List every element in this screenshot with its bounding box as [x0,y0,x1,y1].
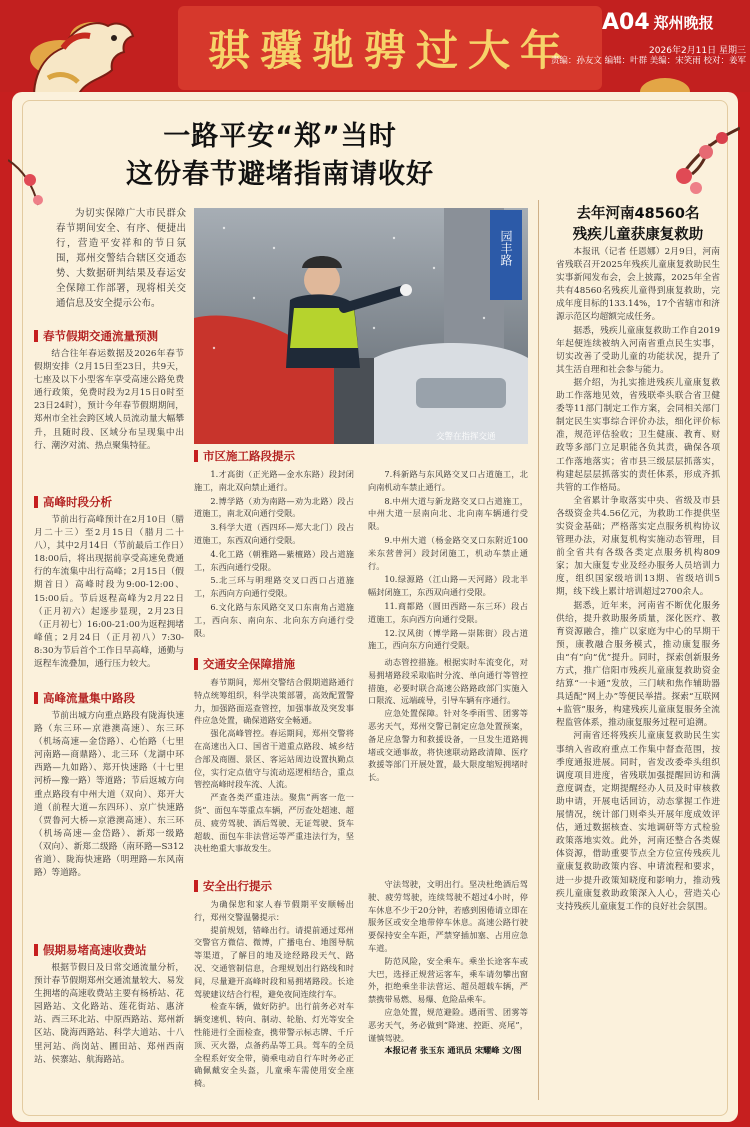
right-headline-line1: 去年河南48560名 [576,206,700,222]
section-paragraph: 为确保您和家人春节假期平安顺畅出行，郑州交警温馨提示： [194,899,354,922]
section-paragraph: 检查车辆，做好防护。出行前务必对车辆变速机、转向、制动、轮胎、灯光等安全性能进行全面检查，携带警示标志牌、千斤顶、灭火器，点备药品等工具。驾车的全员全程系好安全带，骑乘电动自行车时务必正确佩戴安全头盔，儿童乘车需使用安全座椅。 [194,1001,354,1089]
section-title: 春节假期交通流量预测 [34,328,184,344]
section-peak-roads [34,690,184,880]
headline-line2: 这份春节避堵指南请收好 [126,159,434,190]
article-paragraph: 据悉，残疾儿童康复救助工作自2019年起便连续被纳入河南省重点民生实事，切实改善了受助儿童的功能状况，提升了其生活自理和社会参与能力。 [556,325,720,375]
intro-text: 为切实保障广大市民群众春节期间安全、有序、便捷出行，营造平安祥和的节日氛围，郑州交警结合辖区交通态势、大数据研判结果及春运安全保障工作部署，现将相关交通信息及安全提示公布。 [56,208,186,309]
section-safety-measures [194,656,354,855]
staff-line: 责编：孙友文 编辑：叶群 美编：宋笑雨 校对：姜军 [550,56,746,66]
headline-line1: 一路平安“郑”当时 [163,121,397,152]
paper-name: 郑州晚报 [653,14,714,32]
section-title: 交通安全保障措施 [194,656,354,672]
list-item: 3.科学大道（西四环—郑大北门）段占道施工，东西双向通行受限。 [194,522,354,545]
page-marker [602,10,714,35]
banner-title: 骐骥驰骋过大年 [207,26,572,75]
section-title: 市区施工路段提示 [194,448,528,464]
column-divider [538,200,539,1100]
section-title: 高峰流量集中路段 [34,690,184,706]
section-paragraph: 节前出行高峰预计在2月10日（腊月二十三）至2月15日（腊月二十八），其中2月14日（节前最后工作日）18:00后，将出现据前享受高速免费通行的车流集中出行高峰；2月15日（假期首日）高峰时段为9:00-12:00、15:00后。节后返程高峰为2月22日（正月初六）起逐步显现，2月23日（正月初七）16:00-21:00为返程拥堵峰值；2月24日（正月初八）7:30-8:30为节后首个工作日早高峰，通勤与返程车流叠加，通行压力较大。 [34,515,184,670]
date-line: 2026年2月11日 星期三 [649,46,746,56]
list-item: 9.中州大道（杨金路交叉口东附近100米东营普河）段封闭施工，机动车禁止通行。 [368,534,528,571]
section-paragraph: 应急处置保障。针对冬季雨雪、团雾等恶劣天气，郑州交警已制定应急处置预案，备足应急警力和救援设备，一旦发生道路拥堵或交通事故，将快速联动路政清障、医疗救援等部门开展处置，最大限度缩短拥堵时长。 [368,708,528,783]
section-title: 安全出行提示 [194,878,354,894]
list-item: 10.绿源路（江山路—天河路）段北半幅封闭施工，东西双向通行受限。 [368,574,528,598]
plum-blossom-decoration [640,118,740,208]
section-paragraph: 结合往年春运数据及2026年春节假期安排（2月15日至23日，共9天，七座及以下小型客车享受高速公路免费通行政策，免费时段为2月15日0时至23日24时），预计今年春节假期期间，郑州市全社会跨区域人员流动量大幅攀升，且随时段、区域分布呈现集中出行、潮汐对流、热点聚集特征。 [34,349,184,451]
street-sign: 园丰路 [499,230,513,266]
list-item: 12.汉风街（博学路—崇陈街）段占道施工，西向东方向通行受限。 [368,627,528,651]
main-headline [40,118,520,194]
section-toll-stations [34,942,184,1067]
list-item: 1.才高街（正光路—金水东路）段封闭施工，南北双向禁止通行。 [194,469,354,492]
section-paragraph: 节前出城方向重点路段有陇海快速路（东三环—京港澳高速）、东三环（机场高速—金岱路）、心怡路（七里河南路—商鼎路）、北三环（龙湖中环西路—九如路）、郑开快速路（十七里河桥—豫一路）等道路；节后返城方向重点路段有中州大道（双向）、郑开大道（前程大道—东四环）、京广快速路（贾鲁河大桥—京港澳高速）、东三环（机场高速—金岱路）、新郑一级路（双向）、新郑二级路（南环路—S312省道）、陇海快速路（明理路—东风南路）等道路。 [34,711,184,879]
section-travel-tips-cont [368,878,528,1057]
list-item: 11.商都路（圆田西路—东三环）段占道施工，东向西方向通行受限。 [368,600,528,624]
article-paragraph: 本报讯（记者 任恩娜）2月9日，河南省残联召开2025年残疾儿童康复救助民生实事新闻发布会，会上披露，2025年全省共有48560名残疾儿童得到康复救助，完成年度目标的133.14%，17个省辖市和济源示范区均超额完成任务。 [556,247,720,323]
photo-caption: 交警在指挥交通 [436,432,496,442]
right-headline-line2: 残疾儿童获康复救助 [572,227,704,243]
article-paragraph: 据悉，近年来，河南省不断优化服务供给，提升救助服务质量，深化医疗、教育资源融合，推广以家庭为中心的早期干预，康教融合服务模式，推动康复服务由“有”向“优”提升。同时，探索创新服务方式，推广信阳市残疾儿童康复救助资金结算“一卡通”发放，三门峡和焦作辅助器具适配“网上办”等便民举措。探索“互联网+监管”服务，构建残疾儿童康复服务全流程监管体系，推动康复服务过程可追溯。 [556,600,720,729]
section-paragraph: 动态管控措施。根据实时车流变化，对易拥堵路段采取临时分流、单向通行等管控措施，必要时联合高速公路路政部门实施入口限流、远端疏导，引导车辆有序通行。 [368,657,528,706]
section-paragraph: 严查各类严重违法。聚焦“两客一危一货”、面包车等重点车辆，严厉查处超速、超员、疲劳驾驶、酒后驾驶、无证驾驶、货车超载、面包车非法营运等严重违法行为，坚决杜绝重大事故发生。 [194,792,354,854]
section-paragraph: 提前规划，错峰出行。请提前通过郑州交警官方微信、微博，广播电台、地图导航等渠道，了解目的地及途经路段天气、路况、交通管制信息，合理规划出行路线和时间，尽量避开高峰时段和易拥堵路段。长途驾驶建议结合行程，避免夜间连续行车。 [194,924,354,999]
list-item: 5.北三环与明理路交叉口西口占道施工，东西向方向通行受限。 [194,575,354,599]
article-paragraph: 全省累计争取落实中央、省级及市县各级资金共4.56亿元，为救助工作提供坚实资金基础；严格落实定点服务机构协议管理办法，对康复机构实施动态管理，目前全省共有各级各类定点服务机构809家；加大康复专业及经办服务人员培训力度，组织国家级培训13期、省级培训5期，线下线上累计培训超过2700余人。 [556,495,720,598]
section-paragraph: 守法驾驶，文明出行。坚决杜绝酒后驾驶、疲劳驾驶，连续驾驶不超过4小时，停车休息不少于20分钟，若感到困倦请立即在服务区或安全地带停车休息。高速公路行驶要保持安全车距，严禁穿插加塞、占用应急车道。 [368,879,528,953]
section-traffic-forecast [34,328,184,453]
section-paragraph: 防范风险，安全乘车。乘坐长途客车或大巴，选择正规营运客车，乘车请勿攀出窗外，拒绝乘坐非法营运、超员超载车辆，严禁携带易燃、易爆、危险品乘车。 [368,955,528,1005]
list-item: 8.中州大道与新龙路交叉口占道施工，中州大道一层南向北、北向南车辆通行受限。 [368,495,528,532]
list-item: 6.文化路与东风路交叉口东南角占道施工，西向东、南向东、北向东方向通行受限。 [194,601,354,638]
right-article-body [556,246,720,914]
article-paragraph: 河南省还将残疾儿童康复救助民生实事纳入省政府重点工作集中督查范围，按季度通报进展。同时，省发改委牵头组织调度项目进度，省残联加强提醒回访和满意度调查，定期提醒经办人员及时审核救助申请，开展电话回访，动态掌握工作进展情况，统计部门则牵头开展年度成效评估，通过数据核查、实地调研等方式检验政策落地实效。此外，河南还整合各类媒体资源，借助重要节点全方位宣传残疾儿童康复救助政策内容、申请流程和要求，进一步提升政策知晓度和影响力，推动残疾儿童康复救助政策深入人心，营造关心支持残疾儿童康复工作的良好社会氛围。 [556,731,720,912]
list-item: 7.科新路与东风路交叉口占道施工，北向南机动车禁止通行。 [368,469,528,492]
right-article-headline [548,204,728,246]
section-paragraph: 强化高峰管控。春运期间，郑州交警将在高速出入口、国省干道重点路段、城乡结合部及商圈、景区、客运站周边设置执勤点位，实行定点值守与流动巡逻相结合，重点管控高峰时段车流、人流。 [194,728,354,790]
list-item: 2.博学路（劝为南路—劝为北路）段占道施工，南北双向通行受限。 [194,495,354,519]
byline: 本报记者 张玉东 通讯员 宋耀峰 文/图 [384,1045,522,1056]
list-item: 4.化工路（朝雅路—紫檀路）段占道施工，东西向通行受限。 [194,548,354,572]
section-paragraph: 春节期间，郑州交警结合假期道路通行特点统筹组织，科学决策部署，高效配置警力，加强路面巡查管控，加强事故及突发事件应急处置，确保道路安全畅通。 [194,677,354,726]
construction-list [194,468,528,652]
article-paragraph: 据介绍，为扎实推进残疾儿童康复救助工作落地见效，省残联牵头联合省卫健委等11部门制定工作方案，会同相关部门制定民生实事综合评价办法，细化评价标准，规范评估验收；卫生健康、教育、财政等多部门立足职能各负其责，确保各项工作落地落实；省市县三级层层抓落实，构建起层层抓落实的责任体系，形成齐抓共管的工作格局。 [556,377,720,493]
section-title: 高峰时段分析 [34,494,184,510]
section-title: 假期易堵高速收费站 [34,942,184,958]
section-travel-tips [194,878,354,1090]
section-safety-measures-cont [368,656,528,784]
section-construction [194,448,528,652]
page-number: A04 [602,10,650,35]
section-peak-analysis [34,494,184,671]
section-paragraph: 根据节假日及日常交通流量分析，预计春节假期郑州交通流量较大、易发生拥堵的高速收费站主要有杨桥站、花园路站、文化路站、莲花街站、惠济站、西三环北站、中原西路站、郑州新区站、陇海西路站、科学大道站、十八里河站、尚岗站、圃田站、郑州西南站、侯寨站、航海路站。 [34,963,184,1065]
news-photo [194,208,528,444]
section-paragraph: 应急处置，规范避险。遇雨雪、团雾等恶劣天气，务必做到“降速、控距、亮尾”，谨慎驾驶。 [368,1006,528,1043]
